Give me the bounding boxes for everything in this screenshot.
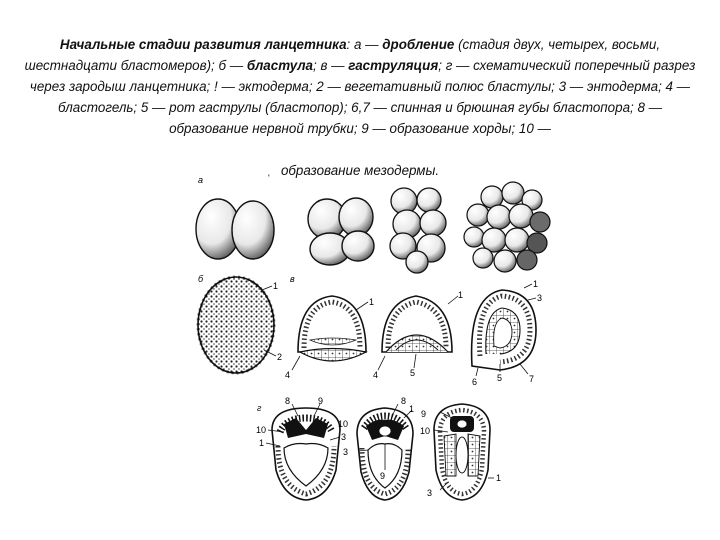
gastrula3-label-5: 5 — [497, 373, 503, 383]
cross-section-3 — [420, 404, 501, 500]
caption-tail: образование мезодермы. — [280, 163, 440, 178]
section2-label-1: 1 — [409, 404, 415, 414]
section3-label-3: 3 — [427, 488, 433, 498]
gastrula3-label-7: 7 — [529, 374, 535, 384]
stage-sixteen-blastomeres — [464, 182, 550, 272]
blastula-label-1: 1 — [273, 281, 279, 291]
row-letter-a: а — [198, 175, 204, 185]
caption-term-cleavage: дробление — [382, 37, 455, 52]
section2-label-8: 8 — [401, 396, 407, 406]
section2-label-3: 3 — [343, 447, 349, 457]
row-letter-v: в — [290, 274, 295, 284]
cross-section-1 — [256, 396, 349, 500]
caption-sep-1: : а — — [346, 37, 383, 52]
section1-label-3: 3 — [341, 432, 347, 442]
section1-label-8: 8 — [285, 396, 291, 406]
gastrula3-label-3: 3 — [537, 293, 543, 303]
section2-label-10: 10 — [338, 419, 349, 429]
row-letter-g: г — [257, 403, 262, 413]
caption-title: Начальные стадии развития ланцетника — [59, 37, 347, 52]
gastrula2-label-1: 1 — [458, 290, 464, 300]
section3-label-9: 9 — [421, 409, 427, 419]
gastrula-stage-1 — [285, 296, 374, 380]
caption-desc-cleavage: (стадия двух, четырех, восьми, шестнадцати бластомеров); б — — [24, 37, 661, 73]
stage-eight-blastomeres — [390, 188, 446, 273]
section3-label-10: 10 — [420, 426, 431, 436]
gastrula1-label-4: 4 — [285, 370, 291, 380]
row-letter-b: б — [198, 274, 204, 284]
section1-label-10: 10 — [256, 425, 267, 435]
section2-label-9: 9 — [380, 471, 386, 481]
stray-mark: ' — [268, 173, 270, 183]
caption-term-gastrulation: гаструляция — [348, 58, 439, 73]
gastrula1-label-1: 1 — [369, 297, 375, 307]
stage-four-blastomeres — [308, 198, 374, 265]
gastrula-stage-3 — [472, 279, 542, 387]
section3-label-1: 1 — [496, 473, 502, 483]
gastrula3-label-6: 6 — [472, 377, 478, 387]
section1-label-9: 9 — [318, 396, 324, 406]
caption-desc-rest: ; г — схематический поперечный разрез через зародыш ланцетника; ! — эктодерма; 2 — вегетативный полюс бластулы; 3 — энтодерма; 4 — бластогель; 5 — рот гаструлы (бластопор); 6,7 — спинная и брюшная губы бластопора; 8 — образование нервной трубки; 9 — образование хорды; 10 — — [29, 58, 696, 136]
blastula-drawing — [198, 277, 282, 373]
section1-label-1: 1 — [259, 438, 265, 448]
gastrula2-label-4: 4 — [373, 370, 379, 380]
cross-section-2 — [338, 396, 414, 500]
gastrula-stage-2 — [373, 290, 463, 380]
stage-two-blastomeres — [196, 199, 274, 259]
gastrula2-label-5: 5 — [410, 368, 416, 378]
gastrula3-label-1: 1 — [533, 279, 539, 289]
caption-term-blastula: бластула — [246, 58, 313, 73]
blastula-label-2: 2 — [277, 352, 283, 362]
caption-sep-2: ; в — — [313, 58, 349, 73]
